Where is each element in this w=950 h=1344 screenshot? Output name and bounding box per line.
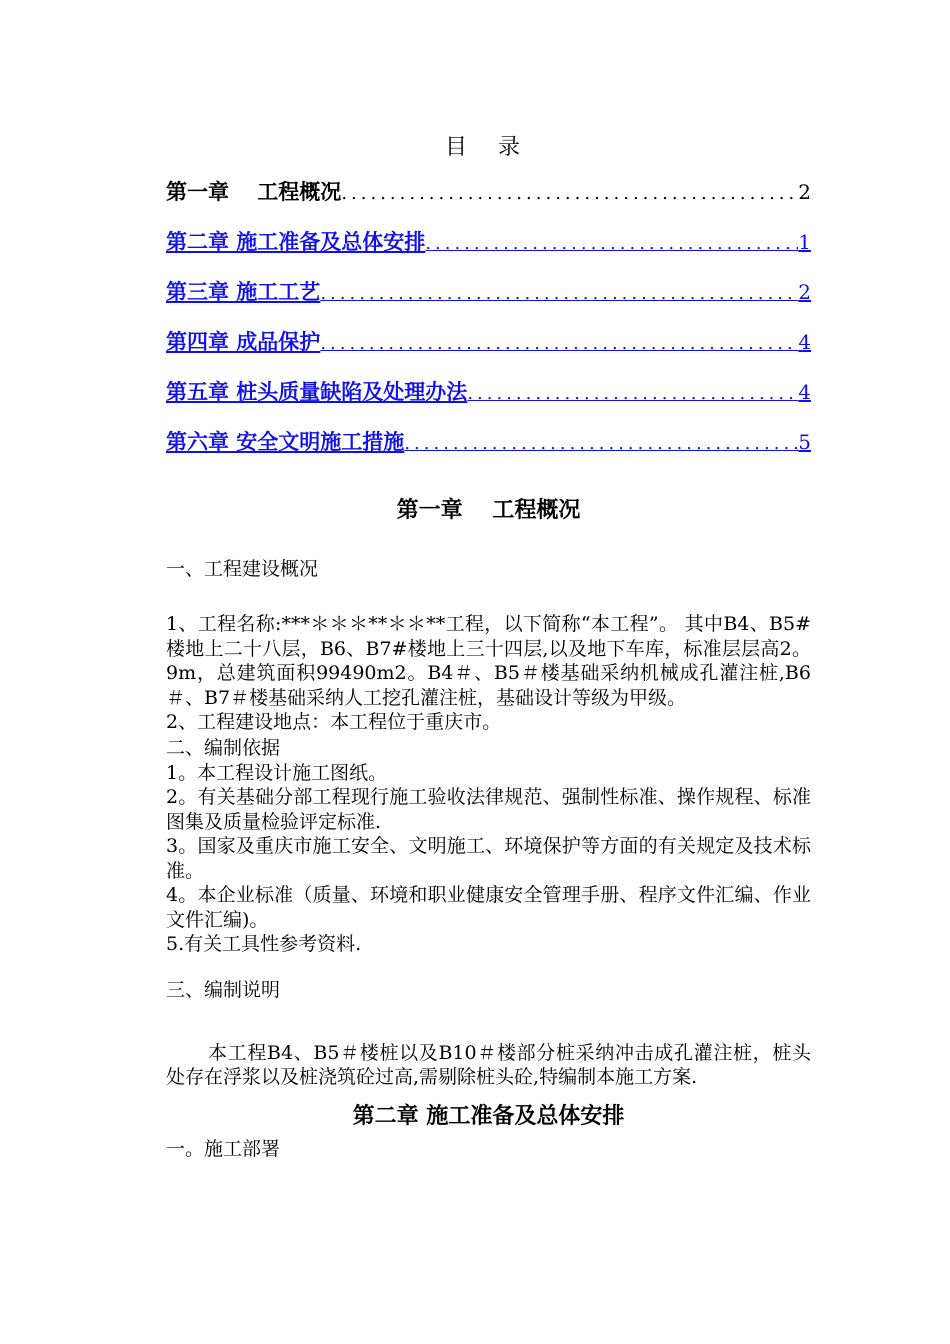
overview-item-1: 1、工程名称:***＊＊＊**＊＊**工程，以下简称“本工程”。 其中B4、B5#楼地上二十八层，B6、B7#楼地上三十四层,以及地下车库，标准层层高2。9m，总建筑面积99490m2。B4＃、B5＃楼基础采纳机械成孔灌注桩,B6＃、B7＃楼基础采纳人工挖孔灌注桩，基础设计等级为甲级。 — [166, 613, 811, 709]
section-heading-overview: 一、工程建设概况 — [166, 558, 319, 580]
toc-entry-chapter-5[interactable] — [166, 376, 811, 426]
toc-entry-chapter-2[interactable] — [166, 226, 811, 276]
toc-leader-dots — [320, 283, 798, 304]
toc-entry-chapter-6[interactable] — [166, 426, 811, 476]
toc-leader-dots — [425, 233, 798, 254]
basis-item-5: 5.有关工具性参考资料. — [166, 933, 362, 955]
toc-entry-label: 第一章 工程概况 — [166, 180, 342, 204]
toc-entry-chapter-1[interactable] — [166, 176, 811, 226]
chapter-2-heading: 第二章 施工准备及总体安排 — [352, 1103, 625, 1129]
basis-item-4: 4。本企业标准（质量、环境和职业健康安全管理手册、程序文件汇编、作业文件汇编)。 — [166, 884, 811, 931]
toc-leader-dots — [404, 433, 798, 454]
toc-entry-chapter-4[interactable] — [166, 326, 811, 376]
section-heading-deployment: 一。施工部署 — [166, 1137, 281, 1160]
section-heading-notes: 三、编制说明 — [166, 978, 281, 1001]
page-content — [166, 130, 811, 1162]
toc-page-number: 4 — [798, 330, 811, 354]
toc-entry-label: 第四章 成品保护 — [166, 330, 321, 354]
toc-page-number: 2 — [798, 280, 811, 304]
toc-page-number: 2 — [798, 180, 811, 204]
toc-leader-dots — [341, 183, 798, 204]
toc-entry-label: 第五章 桩头质量缺陷及处理办法 — [166, 380, 468, 404]
toc-leader-dots — [320, 333, 798, 354]
basis-item-2: 2。有关基础分部工程现行施工验收法律规范、强制性标准、操作规程、标准图集及质量检验评定标准. — [166, 786, 811, 833]
toc-page-number: 4 — [798, 380, 811, 404]
toc-entry-chapter-3[interactable] — [166, 276, 811, 326]
toc-leader-dots — [467, 383, 798, 404]
toc-title: 目 录 — [445, 135, 532, 160]
toc-entry-label: 第六章 安全文明施工措施 — [166, 430, 405, 454]
toc-page-number: 5 — [798, 430, 811, 454]
toc-entry-label: 第二章 施工准备及总体安排 — [166, 230, 426, 254]
notes-paragraph: 本工程B4、B5＃楼桩以及B10＃楼部分桩采纳冲击成孔灌注桩，桩头处存在浮浆以及桩浇筑砼过高,需剔除桩头砼,特编制本施工方案. — [166, 1041, 811, 1088]
overview-item-2: 2、工程建设地点：本工程位于重庆市。 — [166, 711, 502, 733]
toc-page-number: 1 — [798, 230, 811, 254]
basis-item-3: 3。国家及重庆市施工安全、文明施工、环境保护等方面的有关规定及技术标准。 — [166, 835, 811, 882]
section-heading-basis: 二、编制依据 — [166, 736, 281, 759]
basis-item-1: 1。本工程设计施工图纸。 — [166, 761, 388, 784]
toc-entry-label: 第三章 施工工艺 — [166, 280, 321, 304]
chapter-1-heading: 第一章 工程概况 — [396, 498, 581, 523]
